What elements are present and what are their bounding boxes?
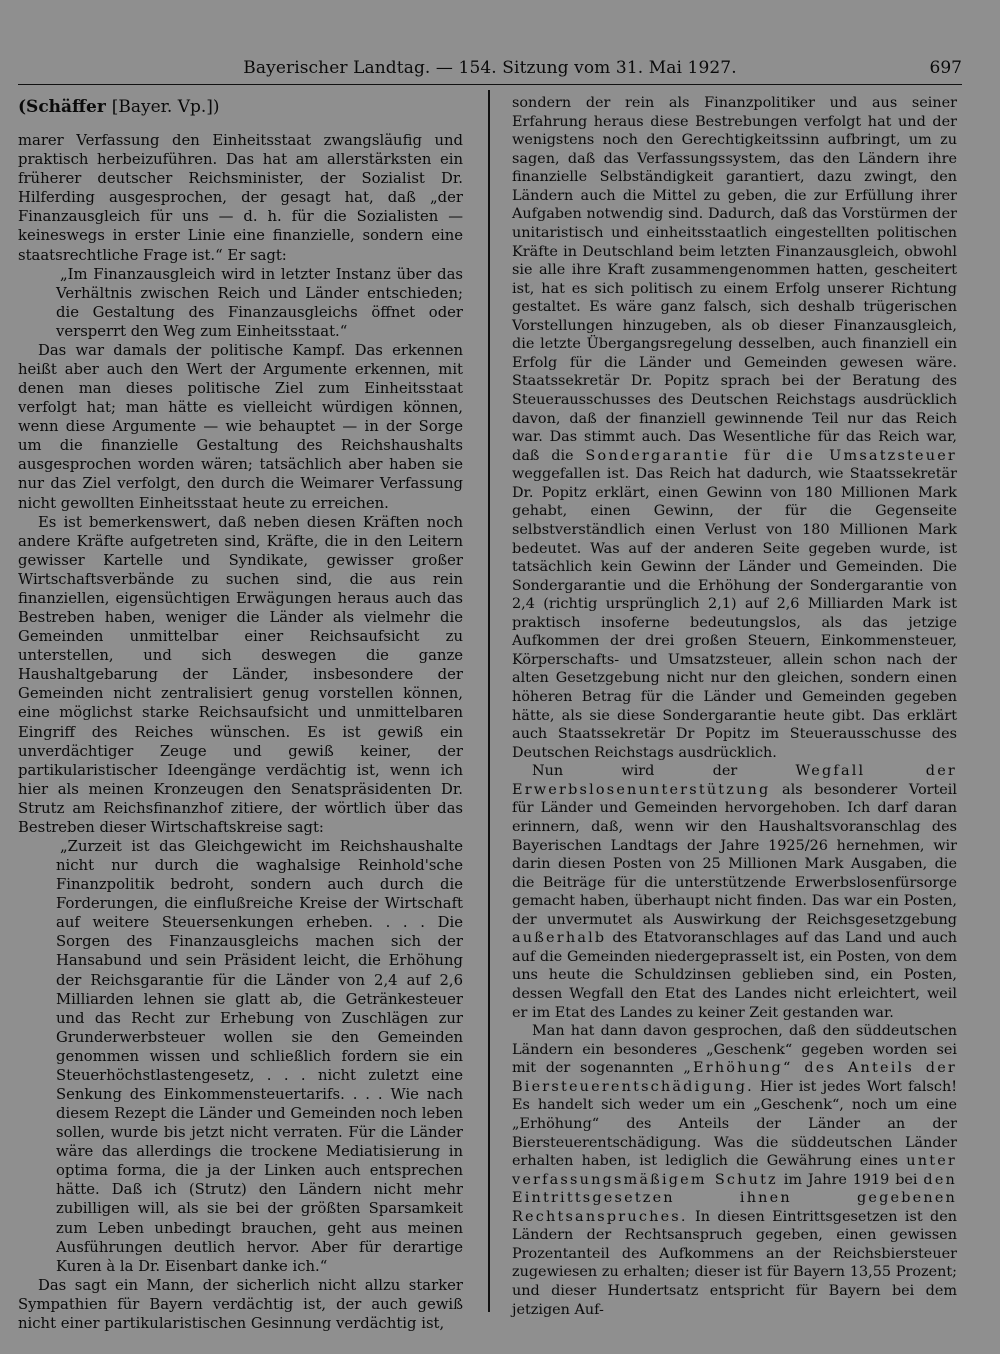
emphasized-text: Wegfall der Erwerbslosenunterstützung [512, 763, 957, 798]
paragraph-text: Nun wird der [532, 763, 738, 780]
page-number: 697 [929, 58, 962, 78]
paragraph [512, 762, 957, 1022]
emphasized-text: außerhalb [512, 930, 607, 947]
speaker-party: [Bayer. Vp.]) [111, 97, 220, 117]
left-column [18, 92, 463, 1333]
paragraph-text: weggefallen ist. Das Reich hat dadurch, wie Staatssekretär Dr. Popitz erklärt, einen Gewinn von 180 Millionen Mark gehabt, einen Gewinn, der für die Gegenseite selbstverständlich einen Verlust von 180 Millionen Mark bedeutet. Was auf der anderen Seite gegeben wurde, ist tatsächlich kein Gewinn der Länder und Gemeinden. Die Sondergarantie und die Erhöhung der Sondergarantie von 2,4 (richtig ursprünglich 2,1) auf 2,6 Milliarden Mark ist praktisch insoferne bedeutungslos, als das jetzige Aufkommen der drei großen Steuern, Einkommensteuer, Körperschafts- und Umsatzsteuer, allein schon nach der alten Gesetzgebung nicht nur den gleichen, sondern einen höheren Betrag für die Länder und Gemeinden gegeben hätte, als sie diese Sondergarantie heute gibt. Das erklärt auch Staatssekretär Dr Popitz im Steuerausschusse des Deutschen Reichstags ausdrücklich. [512, 466, 957, 761]
emphasized-text: unter verfassungsmäßigem Schutz [512, 1153, 958, 1188]
paragraph: marer Verfassung den Einheitsstaat zwangsläufig und praktisch herbeizuführen. Das hat am allerstärksten ein früherer deutscher Reichsminister, der Sozialist Dr. Hilferding ausgesprochen, der gesagt hat, daß „der Finanzausgleich für uns — d. h. für die Sozialisten — keineswegs in erster Linie eine finanzielle, sondern eine staatsrechtliche Frage ist.“ Er sagt: [18, 132, 463, 264]
paragraph-text: als besonderer Vorteil für Länder und Gemeinden hervorgehoben. Ich darf daran erinnern, daß, wenn wir den Haushaltsvoranschlag des Bayerischen Landtags der Jahre 1925/26 hernehmen, wir darin diesen Posten von 25 Millionen Mark Ausgaben, die die Beiträge für die unterstützende Erwerbslosenfürsorge gemacht haben, überhaupt nicht finden. Das war ein Posten, der unvermutet als Auswirkung der Reichsgesetzgebung [512, 781, 957, 928]
quotation: „Im Finanzausgleich wird in letzter Instanz über das Verhältnis zwischen Reich und Länder entschieden; die Gestaltung des Finanzausgleichs öffnet oder versperrt den Weg zum Einheitsstaat.“ [56, 265, 463, 340]
column-divider [488, 90, 490, 1312]
paragraph-text: In diesen Eintrittsgesetzen ist den Ländern der Rechtsanspruch gegeben, einen gewissen Prozentanteil des Aufkommens an der Reichsbiersteuer zugewiesen zu erhalten; dieser ist für Bayern 13,55 Prozent; und dieser Hundertsatz entspricht für Bayern bei dem jetzigen Auf- [512, 1208, 958, 1318]
paragraph: Es ist bemerkenswert, daß neben diesen Kräften noch andere Kräfte aufgetreten sind, Kräfte, die in den Leitern gewisser Kartelle und Syndikate, gewisser großer Wirtschaftsverbände zu suchen sind, die aus rein finanziellen, eigensüchtigen Erwägungen heraus auch das Bestreben haben, weniger die Länder als vielmehr die Gemeinden unmittelbar einer Reichsaufsicht zu unterstellen, und sich deswegen die ganze Haushaltgebarung der Länder, insbesondere der Gemeinden nicht zentralisiert genug vorstellen können, eine möglichst starke Reichsaufsicht und unmittelbaren Eingriff des Reiches wünschen. Es ist gewiß ein unverdächtiger Zeuge und gewiß keiner, der partikularistischer Ideengänge verdächtig ist, wenn ich hier als meinen Kronzeugen den Senatspräsidenten Dr. Strutz am Reichsfinanzhof zitiere, der wörtlich über das Bestreben dieser Wirtschaftskreise sagt: [18, 513, 463, 836]
emphasized-text: den Eintrittsgesetzen ihnen gegebenen Rechtsanspruches. [512, 1171, 958, 1225]
paragraph-text: des Etatvoranschlages auf das Land und auch auf die Gemeinden niedergeprasselt ist, ein Posten, von dem uns heute die Schuldzinsen geblieben sind, ein Posten, dessen Wegfall den Etat des Landes nicht erleichtert, weil er im Etat des Landes zu keiner Zeit gestanden war. [512, 930, 957, 1021]
speaker-name: (Schäffer [18, 97, 106, 117]
paragraph-text: Hier ist jedes Wort falsch! Es handelt sich weder um ein „Geschenk“, noch um eine „Erhöhung“ des Anteils der Länder an der Biersteuerentschädigung. Was die süddeutschen Länder erhalten haben, ist lediglich die Gewährung eines [512, 1078, 957, 1170]
paragraph-text: im Jahre 1919 bei [783, 1171, 918, 1188]
page-header [18, 58, 962, 85]
quotation: „Zurzeit ist das Gleichgewicht im Reichshaushalte nicht nur durch die waghalsige Reinhold'sche Finanzpolitik bedroht, sondern auch durch die Forderungen, die einflußreiche Kreise der Wirtschaft auf weitere Steuersenkungen erheben. . . . Die Sorgen des Finanzausgleichs machen sich der Hansabund und sein Präsident leicht, die Erhöhung der Reichsgarantie für die Länder von 2,4 auf 2,6 Milliarden lehnen sie glatt ab, die Getränkesteuer und das Recht zur Erhebung von Zuschlägen zur Grunderwerbsteuer wollen sie den Gemeinden genommen wissen und schließlich fordern sie ein Steuerhöchstlastengesetz, . . . nicht zuletzt eine Senkung des Einkommensteuertarifs. . . . Wie nach diesem Rezept die Länder und Gemeinden noch leben sollen, wurde bis jetzt nicht verraten. Für die Länder wäre das allerdings die trockene Mediatisierung in optima forma, die ja der Linken auch entsprechen hätte. Daß ich (Strutz) den Ländern nicht mehr zubilligen will, als sie bei der größten Sparsamkeit zum Leben unbedingt brauchen, geht aus meinen Ausführungen deutlich hervor. Aber für derartige Kuren à la Dr. Eisenbart danke ich.“ [56, 837, 463, 1275]
paragraph: Das sagt ein Mann, der sicherlich nicht allzu starker Sympathien für Bayern verdächtig ist, der auch gewiß nicht einer partikularistischen Gesinnung verdächtig ist, [18, 1276, 463, 1332]
emphasized-text: „Erhöhung“ des Anteils der Biersteuerentschädigung. [512, 1060, 957, 1095]
paragraph: Das war damals der politische Kampf. Das erkennen heißt aber auch den Wert der Argumente erkennen, mit denen man dieses politische Ziel zum Einheitsstaat verfolgt hat; man hätte es vielleicht würdigen können, wenn diese Argumente — wie behauptet — in der Sorge um die finanzielle Gestaltung des Reichshaushalts ausgesprochen worden wären; tatsächlich aber haben sie nur das Ziel verfolgt, den durch die Weimarer Verfassung nicht gewollten Einheitsstaat heute zu erreichen. [18, 341, 463, 512]
right-column [512, 94, 957, 1319]
paragraph-text: sondern der rein als Finanzpolitiker und aus seiner Erfahrung heraus diese Bestrebungen verfolgt hat und der wenigstens noch den Gerechtigkeitssinn aufbringt, um zu sagen, daß das Verfassungssystem, das den Ländern ihre finanzielle Selbständigkeit garantiert, dazu zwingt, den Ländern auch die Mittel zu geben, die zur Erfüllung ihrer Aufgaben notwendig sind. Dadurch, daß das Vorstürmen der unitaristisch und einheitsstaatlich eingestellten politischen Kräfte in Deutschland beim letzten Finanzausgleich, obwohl sie alle ihre Kraft zusammengenommen hatten, gescheitert ist, hat es sich politisch zu einem Erfolg unserer Richtung gestaltet. Es wäre ganz falsch, sich deshalb trügerischen Vorstellungen hinzugeben, als ob dieser Finanzausgleich, die letzte Übergangsregelung desselben, auch finanziell ein Erfolg für die Länder und Gemeinden gewesen wäre. Staatssekretär Dr. Popitz sprach bei der Beratung des Steuerausschusses des Deutschen Reichstags ausdrücklich davon, daß der finanziell gewinnende Teil nur das Reich war. Das stimmt auch. Das Wesentliche für das Reich war, daß die [512, 95, 957, 464]
speaker-heading [18, 98, 463, 117]
paragraph-text: Man hat dann davon gesprochen, daß den süddeutschen Ländern ein besonderes „Geschenk“ gegeben worden sei mit der sogenannten [512, 1023, 957, 1077]
header-title: Bayerischer Landtag. — 154. Sitzung vom 31. Mai 1927. [243, 58, 737, 78]
emphasized-text: Sondergarantie für die Umsatzsteuer [585, 447, 958, 464]
paragraph [512, 94, 957, 762]
paragraph [512, 1022, 957, 1319]
